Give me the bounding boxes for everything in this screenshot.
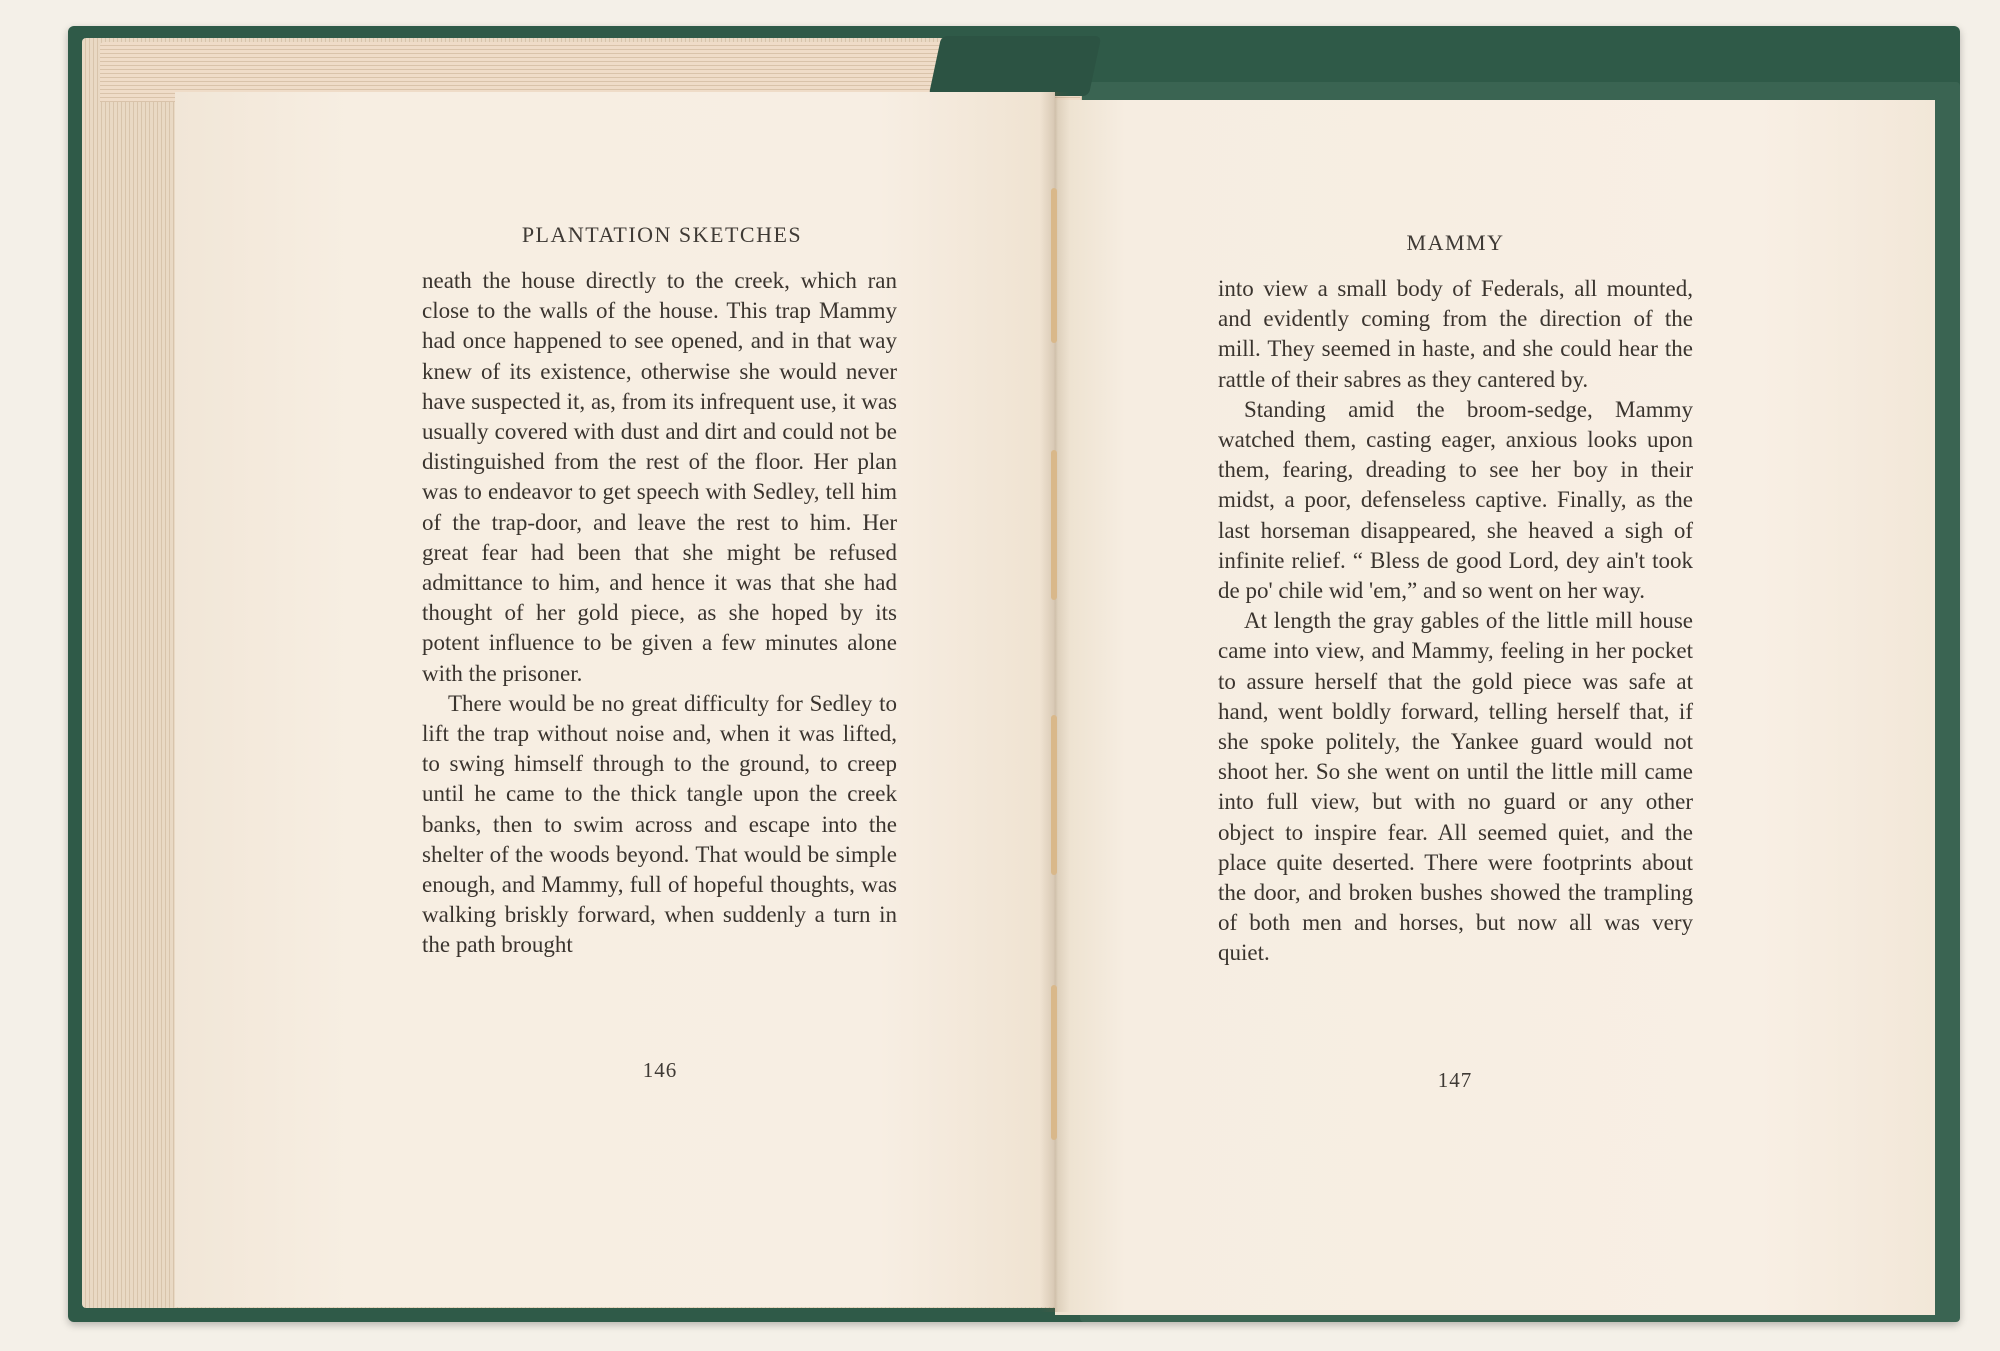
right-paragraph-2: Standing amid the broom-sedge, Mammy watched them, casting eager, anxious looks upon them, fearing, dreading to see her boy in their midst, a poor, defenseless captive. Finally, as the last horseman disappeared, she heaved a sigh of infinite relief. “ Bless de good Lord, dey ain't took de po' chile wid 'em,” and so went on her way. — [1218, 396, 1693, 604]
left-page-number: 146 — [642, 1058, 678, 1082]
left-paragraph-2: There would be no great difficulty for Sedley to lift the trap without noise and, when it was lifted, to swing himself through to the ground, to creep until he came to the thick tangle upon the creek banks, then to swim across and escape into the shelter of the woods beyond. That would be simple enough, and Mammy, full of hopeful thoughts, was walking briskly forward, when suddenly a turn in the path brought — [422, 690, 897, 958]
binding-stitch — [1051, 450, 1057, 600]
right-page-number: 147 — [1437, 1068, 1473, 1092]
left-paragraph-1: neath the house directly to the creek, which ran close to the walls of the house. This trap Mammy had once happened to see opened, and in that way knew of its existence, otherwise she would never have suspected it, as, from its infrequent use, it was usually covered with dust and dirt and could not be distinguished from the rest of the floor. Her plan was to endeavor to get speech with Sedley, tell him of the trap-door, and leave the rest to him. Her great fear had been that she might be refused admittance to him, and hence it was that she had thought of her gold piece, as she hoped by its potent influence to be given a few minutes alone with the prisoner. — [422, 268, 897, 686]
right-paragraph-1: into view a small body of Federals, all mounted, and evidently coming from the direction of the mill. They seemed in haste, and she could hear the rattle of their sabres as they cantered by. — [1218, 276, 1693, 392]
book-spine — [929, 36, 1102, 96]
right-page-text — [1218, 274, 1693, 969]
left-running-head: PLANTATION SKETCHES — [521, 222, 803, 247]
left-page-text — [422, 266, 897, 961]
binding-stitch — [1051, 188, 1057, 343]
binding-stitch — [1051, 715, 1057, 875]
right-running-head: MAMMY — [1406, 230, 1505, 255]
binding-stitch — [1051, 985, 1057, 1140]
right-paragraph-3: At length the gray gables of the little mill house came into view, and Mammy, feeling in her pocket to assure herself that the gold piece was safe at hand, went boldly forward, telling herself that, if she spoke politely, the Yankee guard would not shoot her. So she went on until the little mill came into full view, but with no guard or any other object to inspire fear. All seemed quiet, and the place quite deserted. There were footprints about the door, and broken bushes showed the trampling of both men and horses, but now all was very quiet. — [1218, 608, 1693, 966]
